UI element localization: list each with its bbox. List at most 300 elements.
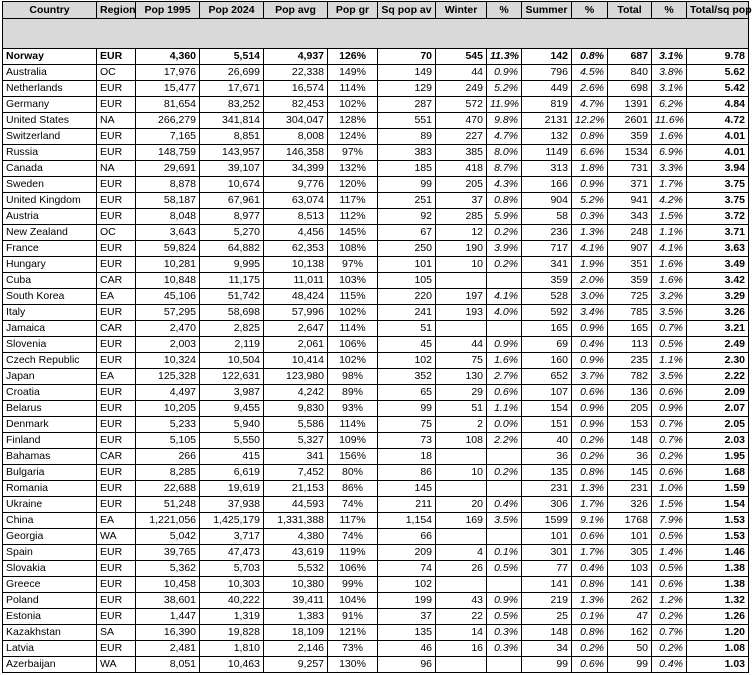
table-cell[interactable]: 9,257 — [264, 657, 328, 673]
table-cell[interactable]: 19,619 — [200, 481, 264, 497]
table-cell[interactable]: 80% — [328, 465, 378, 481]
table-cell[interactable]: 2,825 — [200, 321, 264, 337]
table-cell[interactable]: 11.9% — [487, 97, 522, 113]
table-cell[interactable]: 9,995 — [200, 257, 264, 273]
table-cell[interactable]: 0.7% — [652, 321, 687, 337]
table-cell[interactable]: 3.7% — [572, 369, 608, 385]
table-cell[interactable]: 99% — [328, 577, 378, 593]
table-cell[interactable]: 128% — [328, 113, 378, 129]
table-cell[interactable]: France — [3, 241, 97, 257]
table-cell[interactable]: 0.6% — [487, 385, 522, 401]
table-cell[interactable]: 5,042 — [136, 529, 200, 545]
table-cell[interactable]: 341 — [522, 257, 572, 273]
col-header-total[interactable]: Total — [608, 2, 652, 19]
table-cell[interactable]: Slovenia — [3, 337, 97, 353]
table-row[interactable] — [3, 273, 749, 289]
table-cell[interactable]: 120% — [328, 177, 378, 193]
table-cell[interactable]: 11,175 — [200, 273, 264, 289]
table-cell[interactable]: EUR — [97, 385, 136, 401]
table-cell[interactable]: 3.3% — [652, 161, 687, 177]
table-cell[interactable]: 51,248 — [136, 497, 200, 513]
table-cell[interactable]: 4.72 — [687, 113, 749, 129]
table-cell[interactable]: 97% — [328, 257, 378, 273]
table-row[interactable] — [3, 401, 749, 417]
table-cell[interactable]: 1,383 — [264, 609, 328, 625]
table-cell[interactable]: 4.2% — [652, 193, 687, 209]
table-row[interactable] — [3, 609, 749, 625]
table-cell[interactable]: 97% — [328, 145, 378, 161]
table-row[interactable] — [3, 193, 749, 209]
table-cell[interactable]: Bahamas — [3, 449, 97, 465]
table-cell[interactable]: 113 — [608, 337, 652, 353]
table-cell[interactable]: 1149 — [522, 145, 572, 161]
table-cell[interactable]: 108% — [328, 241, 378, 257]
table-cell[interactable]: 1.59 — [687, 481, 749, 497]
table-cell[interactable]: 0.8% — [572, 129, 608, 145]
table-cell[interactable]: 8.7% — [487, 161, 522, 177]
table-row[interactable] — [3, 513, 749, 529]
table-cell[interactable]: 796 — [522, 65, 572, 81]
table-cell[interactable]: 1.95 — [687, 449, 749, 465]
table-cell[interactable]: 58 — [522, 209, 572, 225]
table-cell[interactable]: 3.49 — [687, 257, 749, 273]
table-cell[interactable]: Kazakhstan — [3, 625, 97, 641]
table-cell[interactable]: EUR — [97, 545, 136, 561]
table-cell[interactable]: 785 — [608, 305, 652, 321]
table-cell[interactable]: 82,453 — [264, 97, 328, 113]
table-cell[interactable]: 1.6% — [487, 353, 522, 369]
table-cell[interactable]: 687 — [608, 49, 652, 65]
table-cell[interactable] — [436, 449, 487, 465]
table-cell[interactable]: 102 — [378, 577, 436, 593]
table-cell[interactable]: EUR — [97, 481, 136, 497]
table-cell[interactable]: 26 — [436, 561, 487, 577]
table-cell[interactable]: 3.21 — [687, 321, 749, 337]
table-cell[interactable]: 249 — [436, 81, 487, 97]
table-cell[interactable]: 0.1% — [572, 609, 608, 625]
table-cell[interactable]: 287 — [378, 97, 436, 113]
table-cell[interactable]: 165 — [522, 321, 572, 337]
table-cell[interactable]: 1,810 — [200, 641, 264, 657]
table-cell[interactable]: 1.26 — [687, 609, 749, 625]
table-cell[interactable]: 12.2% — [572, 113, 608, 129]
table-cell[interactable]: 8,977 — [200, 209, 264, 225]
table-cell[interactable]: 341 — [264, 449, 328, 465]
table-cell[interactable]: 0.2% — [487, 257, 522, 273]
table-cell[interactable]: 10,848 — [136, 273, 200, 289]
table-cell[interactable]: 16,390 — [136, 625, 200, 641]
table-cell[interactable]: WA — [97, 657, 136, 673]
table-row[interactable] — [3, 113, 749, 129]
table-cell[interactable]: 9,830 — [264, 401, 328, 417]
table-cell[interactable]: 145 — [378, 481, 436, 497]
table-cell[interactable]: EUR — [97, 401, 136, 417]
table-cell[interactable]: EUR — [97, 257, 136, 273]
table-cell[interactable]: 18,109 — [264, 625, 328, 641]
table-cell[interactable]: 3.9% — [487, 241, 522, 257]
table-cell[interactable]: 1768 — [608, 513, 652, 529]
table-cell[interactable]: 1.38 — [687, 561, 749, 577]
table-cell[interactable]: 75 — [378, 417, 436, 433]
table-cell[interactable]: 1.03 — [687, 657, 749, 673]
table-cell[interactable]: CAR — [97, 273, 136, 289]
table-cell[interactable]: 3.29 — [687, 289, 749, 305]
table-cell[interactable]: 10,504 — [200, 353, 264, 369]
table-cell[interactable]: 18 — [378, 449, 436, 465]
table-cell[interactable]: 22,688 — [136, 481, 200, 497]
table-cell[interactable]: 2131 — [522, 113, 572, 129]
table-cell[interactable]: 0.2% — [652, 641, 687, 657]
table-cell[interactable]: 9.8% — [487, 113, 522, 129]
table-cell[interactable]: 8,285 — [136, 465, 200, 481]
table-cell[interactable]: 528 — [522, 289, 572, 305]
table-cell[interactable]: 0.9% — [572, 353, 608, 369]
table-cell[interactable]: 1,319 — [200, 609, 264, 625]
table-cell[interactable]: 16 — [436, 641, 487, 657]
table-cell[interactable]: 4,242 — [264, 385, 328, 401]
table-cell[interactable]: 5,703 — [200, 561, 264, 577]
table-cell[interactable]: 5,550 — [200, 433, 264, 449]
table-cell[interactable]: EUR — [97, 577, 136, 593]
table-cell[interactable]: 9.1% — [572, 513, 608, 529]
table-cell[interactable]: 209 — [378, 545, 436, 561]
table-cell[interactable]: 126% — [328, 49, 378, 65]
table-cell[interactable]: EUR — [97, 417, 136, 433]
table-cell[interactable]: 3.72 — [687, 209, 749, 225]
table-cell[interactable]: 313 — [522, 161, 572, 177]
table-cell[interactable]: 37 — [436, 193, 487, 209]
table-cell[interactable]: Austria — [3, 209, 97, 225]
table-cell[interactable]: 7,452 — [264, 465, 328, 481]
table-cell[interactable]: 0.9% — [572, 321, 608, 337]
table-cell[interactable]: 0.7% — [652, 417, 687, 433]
table-cell[interactable]: EA — [97, 513, 136, 529]
table-cell[interactable]: 74% — [328, 497, 378, 513]
table-cell[interactable]: 148 — [608, 433, 652, 449]
table-row[interactable] — [3, 209, 749, 225]
table-cell[interactable]: 74% — [328, 529, 378, 545]
table-cell[interactable]: 3.5% — [652, 305, 687, 321]
table-cell[interactable]: 51 — [436, 401, 487, 417]
table-cell[interactable]: 385 — [436, 145, 487, 161]
table-cell[interactable]: 219 — [522, 593, 572, 609]
table-cell[interactable]: 5.42 — [687, 81, 749, 97]
table-cell[interactable]: 37,938 — [200, 497, 264, 513]
table-cell[interactable]: 193 — [436, 305, 487, 321]
table-cell[interactable]: 77 — [522, 561, 572, 577]
table-cell[interactable]: 0.5% — [652, 561, 687, 577]
table-cell[interactable]: 73 — [378, 433, 436, 449]
table-cell[interactable]: 145 — [608, 465, 652, 481]
table-cell[interactable]: 731 — [608, 161, 652, 177]
table-cell[interactable]: 124% — [328, 129, 378, 145]
table-cell[interactable]: 0.9% — [652, 401, 687, 417]
table-cell[interactable]: 10,380 — [264, 577, 328, 593]
table-cell[interactable]: 132% — [328, 161, 378, 177]
table-cell[interactable]: EUR — [97, 561, 136, 577]
table-cell[interactable]: Ukraine — [3, 497, 97, 513]
table-cell[interactable]: 8,513 — [264, 209, 328, 225]
table-cell[interactable]: 306 — [522, 497, 572, 513]
table-cell[interactable]: 4.1% — [572, 241, 608, 257]
table-cell[interactable]: 1.3% — [572, 225, 608, 241]
table-cell[interactable]: 0.5% — [652, 337, 687, 353]
table-cell[interactable]: 9.78 — [687, 49, 749, 65]
table-cell[interactable]: 103% — [328, 273, 378, 289]
table-cell[interactable]: 0.4% — [572, 337, 608, 353]
table-cell[interactable]: 102% — [328, 353, 378, 369]
table-row[interactable] — [3, 97, 749, 113]
table-cell[interactable]: CAR — [97, 321, 136, 337]
table-cell[interactable]: 592 — [522, 305, 572, 321]
table-cell[interactable]: 141 — [608, 577, 652, 593]
table-cell[interactable]: 652 — [522, 369, 572, 385]
table-cell[interactable]: 25 — [522, 609, 572, 625]
table-cell[interactable]: 2,003 — [136, 337, 200, 353]
table-cell[interactable]: 108 — [436, 433, 487, 449]
table-cell[interactable]: EA — [97, 289, 136, 305]
table-cell[interactable]: 4,360 — [136, 49, 200, 65]
table-cell[interactable]: EUR — [97, 49, 136, 65]
table-cell[interactable]: EUR — [97, 497, 136, 513]
table-cell[interactable]: Latvia — [3, 641, 97, 657]
table-cell[interactable]: 130 — [436, 369, 487, 385]
table-cell[interactable]: 2,481 — [136, 641, 200, 657]
table-cell[interactable]: 11.6% — [652, 113, 687, 129]
table-cell[interactable]: Cuba — [3, 273, 97, 289]
table-cell[interactable]: 67,961 — [200, 193, 264, 209]
table-cell[interactable]: 3.5% — [487, 513, 522, 529]
table-cell[interactable]: 58,187 — [136, 193, 200, 209]
table-cell[interactable]: Canada — [3, 161, 97, 177]
table-cell[interactable]: 39,411 — [264, 593, 328, 609]
table-cell[interactable]: 11,011 — [264, 273, 328, 289]
table-cell[interactable]: EA — [97, 369, 136, 385]
table-cell[interactable]: 2,146 — [264, 641, 328, 657]
table-cell[interactable]: 58,698 — [200, 305, 264, 321]
table-cell[interactable]: 145% — [328, 225, 378, 241]
table-cell[interactable]: 1.0% — [652, 481, 687, 497]
table-row[interactable] — [3, 305, 749, 321]
table-cell[interactable]: 59,824 — [136, 241, 200, 257]
table-cell[interactable]: 3,643 — [136, 225, 200, 241]
table-cell[interactable]: 114% — [328, 417, 378, 433]
table-row[interactable] — [3, 321, 749, 337]
table-cell[interactable]: 93% — [328, 401, 378, 417]
table-cell[interactable] — [487, 273, 522, 289]
table-cell[interactable]: 2 — [436, 417, 487, 433]
table-cell[interactable]: South Korea — [3, 289, 97, 305]
table-cell[interactable]: 0.2% — [487, 465, 522, 481]
table-cell[interactable]: 48,424 — [264, 289, 328, 305]
table-cell[interactable]: 1.1% — [652, 353, 687, 369]
table-cell[interactable]: 4,497 — [136, 385, 200, 401]
table-cell[interactable]: 5,233 — [136, 417, 200, 433]
table-cell[interactable]: 3.42 — [687, 273, 749, 289]
table-cell[interactable]: 0.9% — [572, 417, 608, 433]
table-cell[interactable]: 3.4% — [572, 305, 608, 321]
table-cell[interactable]: 34,399 — [264, 161, 328, 177]
table-cell[interactable]: 1.32 — [687, 593, 749, 609]
table-cell[interactable]: 185 — [378, 161, 436, 177]
table-row[interactable] — [3, 561, 749, 577]
table-cell[interactable]: 220 — [378, 289, 436, 305]
table-cell[interactable]: 29 — [436, 385, 487, 401]
table-cell[interactable]: 14 — [436, 625, 487, 641]
table-cell[interactable]: 2,647 — [264, 321, 328, 337]
table-cell[interactable]: 5,362 — [136, 561, 200, 577]
table-cell[interactable]: 1.53 — [687, 529, 749, 545]
table-cell[interactable]: Greece — [3, 577, 97, 593]
table-cell[interactable]: 115% — [328, 289, 378, 305]
table-cell[interactable]: 37 — [378, 609, 436, 625]
table-cell[interactable]: 8,851 — [200, 129, 264, 145]
table-cell[interactable]: 1.6% — [652, 257, 687, 273]
table-row[interactable] — [3, 481, 749, 497]
table-cell[interactable]: 0.7% — [652, 433, 687, 449]
table-cell[interactable]: 2.07 — [687, 401, 749, 417]
table-cell[interactable]: 89% — [328, 385, 378, 401]
table-cell[interactable]: 40 — [522, 433, 572, 449]
table-cell[interactable]: 199 — [378, 593, 436, 609]
table-row[interactable] — [3, 289, 749, 305]
table-cell[interactable]: 36 — [608, 449, 652, 465]
table-cell[interactable]: OC — [97, 65, 136, 81]
table-cell[interactable]: United States — [3, 113, 97, 129]
table-cell[interactable]: 1.38 — [687, 577, 749, 593]
table-cell[interactable]: 1599 — [522, 513, 572, 529]
table-cell[interactable]: 262 — [608, 593, 652, 609]
table-cell[interactable]: 3.2% — [652, 289, 687, 305]
table-cell[interactable]: 0.5% — [652, 529, 687, 545]
table-cell[interactable]: 3.94 — [687, 161, 749, 177]
table-cell[interactable]: 22,338 — [264, 65, 328, 81]
table-cell[interactable]: 0.2% — [487, 225, 522, 241]
table-cell[interactable]: 4.3% — [487, 177, 522, 193]
table-cell[interactable]: 125,328 — [136, 369, 200, 385]
table-cell[interactable]: 10,674 — [200, 177, 264, 193]
table-cell[interactable]: EUR — [97, 193, 136, 209]
table-cell[interactable]: NA — [97, 113, 136, 129]
table-cell[interactable]: 69 — [522, 337, 572, 353]
table-cell[interactable]: 123,980 — [264, 369, 328, 385]
table-cell[interactable]: 10,205 — [136, 401, 200, 417]
table-cell[interactable]: 1,425,179 — [200, 513, 264, 529]
table-cell[interactable] — [436, 657, 487, 673]
table-cell[interactable]: EUR — [97, 593, 136, 609]
table-cell[interactable]: 3,987 — [200, 385, 264, 401]
table-cell[interactable]: 3,717 — [200, 529, 264, 545]
table-cell[interactable]: 6,619 — [200, 465, 264, 481]
table-cell[interactable]: 86 — [378, 465, 436, 481]
table-row[interactable] — [3, 145, 749, 161]
table-cell[interactable]: Netherlands — [3, 81, 97, 97]
table-cell[interactable]: 725 — [608, 289, 652, 305]
table-cell[interactable]: 10,303 — [200, 577, 264, 593]
table-cell[interactable]: United Kingdom — [3, 193, 97, 209]
table-cell[interactable]: 1.53 — [687, 513, 749, 529]
table-cell[interactable]: 7.9% — [652, 513, 687, 529]
table-cell[interactable]: 907 — [608, 241, 652, 257]
table-cell[interactable]: NA — [97, 161, 136, 177]
table-row[interactable] — [3, 177, 749, 193]
table-cell[interactable]: 15,477 — [136, 81, 200, 97]
col-header-pop-1995[interactable]: Pop 1995 — [136, 2, 200, 19]
table-cell[interactable]: 2.30 — [687, 353, 749, 369]
table-cell[interactable]: 0.2% — [572, 641, 608, 657]
table-cell[interactable]: 8,008 — [264, 129, 328, 145]
table-cell[interactable]: Finland — [3, 433, 97, 449]
table-cell[interactable]: 105 — [378, 273, 436, 289]
table-cell[interactable]: 0.1% — [487, 545, 522, 561]
table-cell[interactable]: 0.0% — [487, 417, 522, 433]
table-cell[interactable]: 0.7% — [652, 625, 687, 641]
table-row[interactable] — [3, 161, 749, 177]
table-cell[interactable]: 162 — [608, 625, 652, 641]
table-cell[interactable]: 81,654 — [136, 97, 200, 113]
table-cell[interactable]: 904 — [522, 193, 572, 209]
table-cell[interactable]: 0.6% — [652, 385, 687, 401]
col-header-pop-avg[interactable]: Pop avg — [264, 2, 328, 19]
table-row[interactable] — [3, 129, 749, 145]
table-cell[interactable] — [436, 577, 487, 593]
table-cell[interactable]: 63,074 — [264, 193, 328, 209]
table-cell[interactable]: 74 — [378, 561, 436, 577]
table-cell[interactable]: 0.8% — [572, 577, 608, 593]
table-cell[interactable]: 92 — [378, 209, 436, 225]
table-cell[interactable]: 67 — [378, 225, 436, 241]
table-cell[interactable]: 0.9% — [487, 65, 522, 81]
table-cell[interactable]: 2.6% — [572, 81, 608, 97]
table-cell[interactable]: WA — [97, 529, 136, 545]
table-cell[interactable]: 143,957 — [200, 145, 264, 161]
table-cell[interactable]: 10,463 — [200, 657, 264, 673]
table-cell[interactable]: 236 — [522, 225, 572, 241]
table-cell[interactable]: 0.9% — [572, 401, 608, 417]
table-cell[interactable]: 0.3% — [487, 625, 522, 641]
table-cell[interactable]: 57,295 — [136, 305, 200, 321]
table-cell[interactable]: 248 — [608, 225, 652, 241]
table-cell[interactable]: 0.4% — [652, 657, 687, 673]
table-cell[interactable]: 0.4% — [572, 561, 608, 577]
table-cell[interactable]: 3.63 — [687, 241, 749, 257]
table-row[interactable] — [3, 433, 749, 449]
table-cell[interactable]: EUR — [97, 465, 136, 481]
table-cell[interactable]: 50 — [608, 641, 652, 657]
table-cell[interactable]: 160 — [522, 353, 572, 369]
table-cell[interactable]: 1,154 — [378, 513, 436, 529]
table-cell[interactable]: 135 — [522, 465, 572, 481]
table-cell[interactable]: 1.08 — [687, 641, 749, 657]
table-cell[interactable]: 154 — [522, 401, 572, 417]
table-cell[interactable]: 45 — [378, 337, 436, 353]
table-row[interactable] — [3, 449, 749, 465]
table-cell[interactable]: 241 — [378, 305, 436, 321]
table-cell[interactable]: 0.2% — [652, 609, 687, 625]
table-cell[interactable]: EUR — [97, 433, 136, 449]
table-cell[interactable]: 107 — [522, 385, 572, 401]
table-cell[interactable]: 941 — [608, 193, 652, 209]
table-cell[interactable]: 6.2% — [652, 97, 687, 113]
table-cell[interactable]: 1,447 — [136, 609, 200, 625]
table-cell[interactable]: 2.05 — [687, 417, 749, 433]
table-cell[interactable]: 304,047 — [264, 113, 328, 129]
table-cell[interactable] — [487, 529, 522, 545]
table-cell[interactable]: 0.8% — [572, 465, 608, 481]
table-cell[interactable]: 301 — [522, 545, 572, 561]
table-cell[interactable]: 102% — [328, 97, 378, 113]
table-cell[interactable]: 352 — [378, 369, 436, 385]
